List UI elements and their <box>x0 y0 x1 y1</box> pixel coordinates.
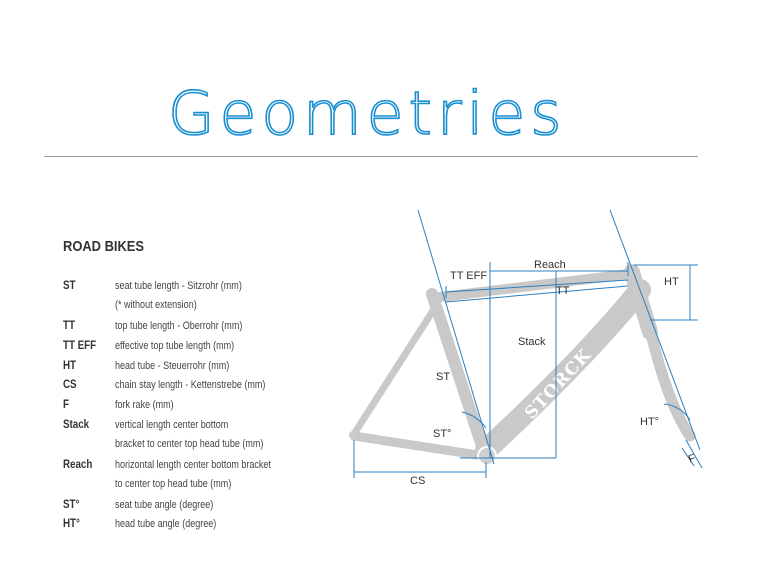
label-tt: TT <box>556 285 570 297</box>
legend-desc: head tube - Steuerrohr (mm) <box>115 360 230 372</box>
frame-head-tube <box>632 272 650 332</box>
legend-abbr: HT <box>63 360 77 372</box>
frame-chain-stay <box>354 436 484 456</box>
legend-desc: chain stay length - Kettenstrebe (mm) <box>115 379 266 391</box>
rear-dropout <box>349 431 357 439</box>
label-stack: Stack <box>518 336 546 348</box>
legend-abbr: HT° <box>63 518 80 530</box>
legend-desc: effective top tube length (mm) <box>115 340 235 352</box>
page-title: Geometries <box>168 79 567 149</box>
label-ht-angle: HT° <box>640 416 660 428</box>
legend-abbr: Reach <box>63 459 93 471</box>
legend-desc: fork rake (mm) <box>115 399 174 411</box>
label-st-angle: ST° <box>433 428 452 440</box>
legend-desc: seat tube angle (degree) <box>115 499 214 511</box>
legend-desc-note: (* without extension) <box>115 299 197 311</box>
label-reach: Reach <box>534 259 566 271</box>
legend-desc: horizontal length center bottom bracket <box>115 459 271 471</box>
head-tube-axis-line <box>610 210 700 450</box>
legend-abbr: TT <box>63 320 75 332</box>
legend-abbr: CS <box>63 379 77 391</box>
frame-seat-stay <box>354 306 436 434</box>
label-f: F <box>686 452 698 466</box>
brand-logo: STORCK <box>521 345 596 424</box>
legend-desc: top tube length - Oberrohr (mm) <box>115 320 243 332</box>
legend-desc: head tube angle (degree) <box>115 518 217 530</box>
legend-abbr: TT EFF <box>63 340 97 352</box>
legend-abbr: F <box>63 399 69 411</box>
legend-desc: vertical length center bottom <box>115 419 229 431</box>
legend-desc: seat tube length - Sitzrohr (mm) <box>115 280 242 292</box>
bike-frame <box>354 272 690 456</box>
legend-desc-note: to center top head tube (mm) <box>115 478 232 490</box>
label-tt-eff: TT EFF <box>450 270 488 282</box>
legend-abbr: Stack <box>63 419 90 431</box>
label-cs: CS <box>410 475 426 487</box>
label-ht: HT <box>664 276 679 288</box>
seat-tube-axis-line <box>418 210 494 464</box>
label-st: ST <box>436 371 451 383</box>
section-title: ROAD BIKES <box>63 238 145 255</box>
legend-abbr: ST° <box>63 499 80 511</box>
legend-abbr: ST <box>63 280 76 292</box>
legend-desc-note: bracket to center top head tube (mm) <box>115 438 264 450</box>
